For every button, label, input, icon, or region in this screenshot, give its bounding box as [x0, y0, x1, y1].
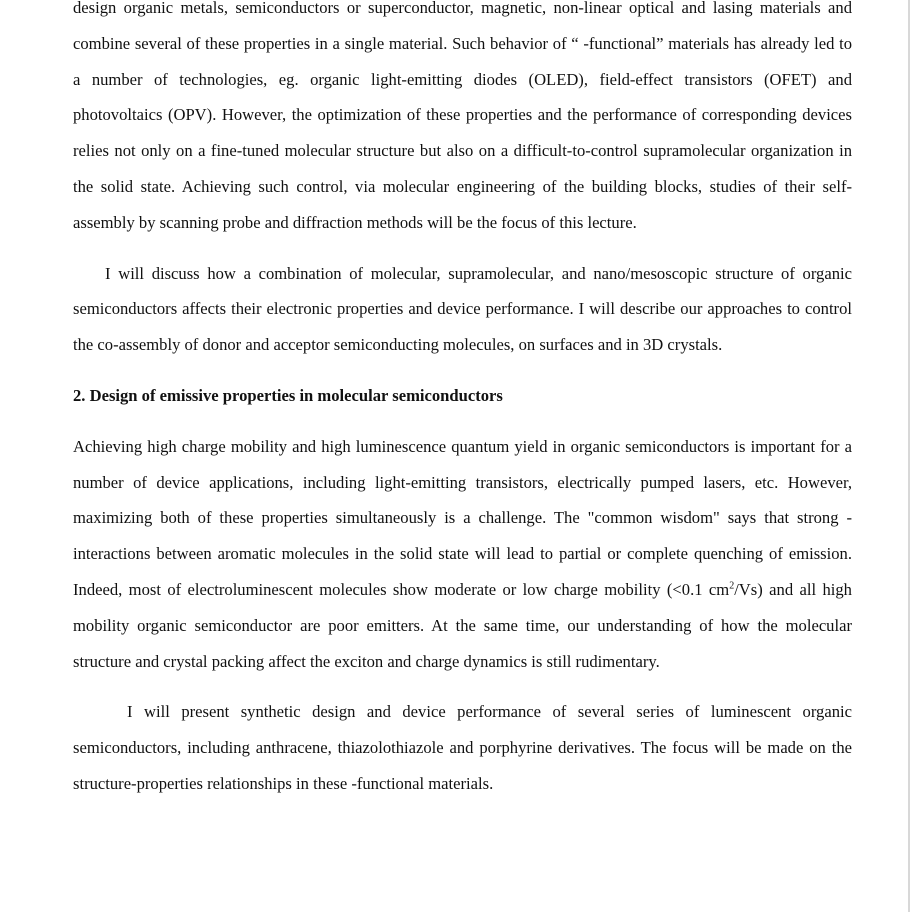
paragraph-synthetic-design: I will present synthetic design and device performance of several series of luminescent organic semiconductors, including anthracene, thiazolothiazole and porphyrine derivatives. The focus will be made on the structure-properties relationships in these -functional materials.: [73, 702, 852, 793]
paragraph-text-part2: /Vs) and all high mobility organic semiconductor are poor emitters. At the same time, our understanding of how the molecular structure and crystal packing affect the exciton and charge dynamics is still rudimentary.: [73, 579, 852, 671]
paragraph-gap: [73, 414, 852, 429]
paragraph-supramolecular-structure: I will discuss how a combination of molecular, supramolecular, and nano/mesoscopic structure of organic semiconductors affects their electronic properties and device performance. I will describe our approaches to control the co-assembly of donor and acceptor semiconducting molecules, on surfaces and in 3D crystals.: [73, 263, 852, 355]
paragraph-gap: [73, 679, 852, 694]
superscript-two: 2: [729, 580, 735, 592]
paragraph-emissive-properties: [73, 429, 852, 680]
paragraph-gap: [73, 241, 852, 256]
paragraph-text-part1: Achieving high charge mobility and high luminescence quantum yield in organic semiconductors is important for a number of device applications, including light-emitting transistors, electrically pumped lasers, etc. However, maximizing both of these properties simultaneously is a challenge. The "common wisdom" says that strong -interactions between aromatic molecules in the solid state will lead to partial or complete quenching of emission. Indeed, most of electroluminescent molecules show moderate or low charge mobility (<0.1 cm: [73, 436, 852, 599]
document-body: [73, 0, 852, 802]
paragraph-gap: [73, 363, 852, 378]
paragraph-multifunctional-materials: design organic metals, semiconductors or superconductor, magnetic, non-linear optical and lasing materials and combine several of these properties in a single material. Such behavior of “ -functional” materials has already led to a number of technologies, eg. organic light-emitting diodes (OLED), field-effect transistors (OFET) and photovoltaics (OPV). However, the optimization of these properties and the performance of corresponding devices relies not only on a fine-tuned molecular structure but also on a difficult-to-control supramolecular organization in the solid state. Achieving such control, via molecular engineering of the building blocks, studies of their self-assembly by scanning probe and diffraction methods will be the focus of this lecture.: [73, 0, 852, 232]
section-heading: 2. Design of emissive properties in molecular semiconductors: [73, 385, 503, 405]
